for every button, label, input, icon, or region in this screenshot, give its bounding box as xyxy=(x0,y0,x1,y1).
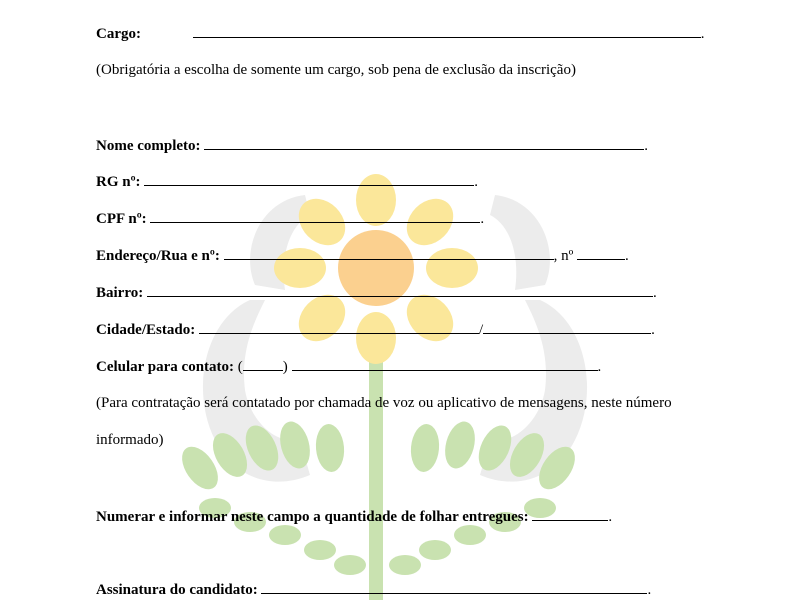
numero-field[interactable] xyxy=(577,246,625,260)
nome-row xyxy=(96,136,648,155)
estado-field[interactable] xyxy=(483,320,651,334)
folhas-end: . xyxy=(608,509,613,525)
cargo-label: Cargo: xyxy=(96,26,141,42)
contact-note-line2: informado) xyxy=(96,432,164,448)
rg-end: . xyxy=(474,174,479,190)
ddd-field[interactable] xyxy=(243,357,283,371)
assinatura-field[interactable] xyxy=(261,580,647,594)
bairro-label: Bairro: xyxy=(96,285,144,301)
bairro-field[interactable] xyxy=(147,283,653,297)
nome-end: . xyxy=(644,138,649,154)
celular-field[interactable] xyxy=(292,357,598,371)
cargo-end: . xyxy=(700,26,705,42)
rg-field[interactable] xyxy=(144,172,474,186)
rg-label: RG nº: xyxy=(96,174,141,190)
assinatura-row xyxy=(96,580,651,599)
bairro-end: . xyxy=(652,285,657,301)
celular-row xyxy=(96,357,601,376)
endereco-field[interactable] xyxy=(224,246,554,260)
cidade-field[interactable] xyxy=(199,320,479,334)
folhas-row xyxy=(96,507,612,526)
contact-note-line1: (Para contratação será contatado por chamada de voz ou aplicativo de mensagens, neste número xyxy=(96,395,672,411)
endereco-end: . xyxy=(625,248,629,264)
numero-label: , nº xyxy=(553,248,574,264)
cargo-row xyxy=(96,24,705,43)
cpf-end: . xyxy=(480,211,485,227)
celular-label: Celular para contato: xyxy=(96,359,235,375)
cpf-label: CPF nº: xyxy=(96,211,147,227)
ddd-open: ( xyxy=(237,359,243,375)
cargo-field[interactable] xyxy=(193,24,701,38)
cpf-field[interactable] xyxy=(150,209,480,223)
cidade-end: . xyxy=(651,322,655,338)
assinatura-label: Assinatura do candidato: xyxy=(96,582,258,598)
cpf-row xyxy=(96,209,484,228)
bairro-row xyxy=(96,283,657,302)
nome-field[interactable] xyxy=(204,136,644,150)
cidade-row xyxy=(96,320,655,339)
cargo-note: (Obrigatória a escolha de somente um cargo, sob pena de exclusão da inscrição) xyxy=(96,62,576,78)
cidade-label: Cidade/Estado: xyxy=(96,322,196,338)
endereco-label: Endereço/Rua e nº: xyxy=(96,248,220,264)
rg-row xyxy=(96,172,478,191)
assinatura-end: . xyxy=(647,582,652,598)
celular-end: . xyxy=(597,359,602,375)
endereco-row xyxy=(96,246,629,265)
ddd-close: ) xyxy=(282,359,288,375)
folhas-field[interactable] xyxy=(532,507,608,521)
nome-label: Nome completo: xyxy=(96,138,201,154)
folhas-label: Numerar e informar neste campo a quantidade de folhar entregues: xyxy=(96,509,529,525)
cidade-separator: / xyxy=(478,322,484,338)
